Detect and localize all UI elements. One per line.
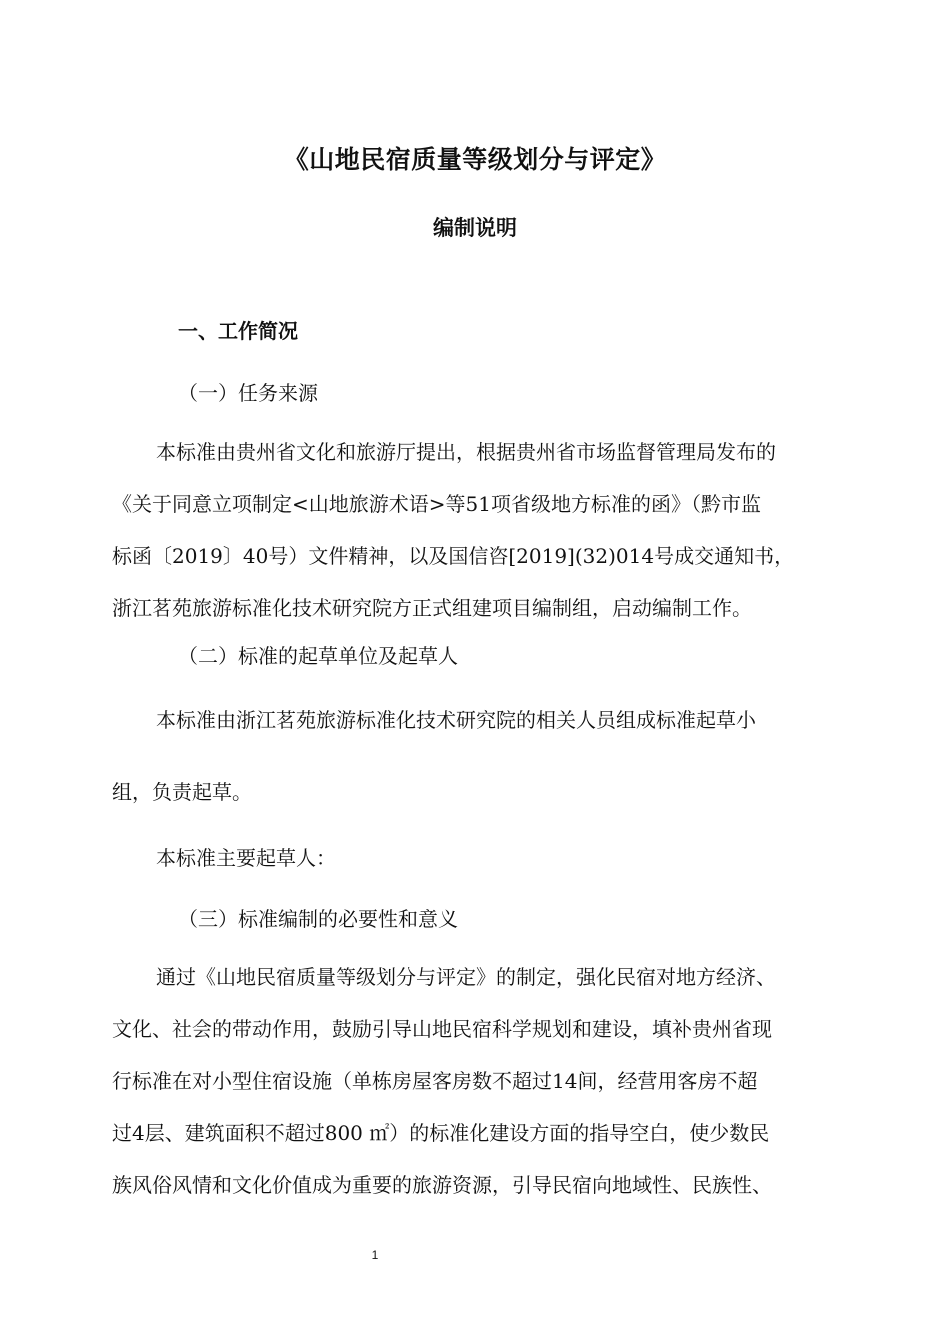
subsection-heading-task-source: （一）任务来源 — [178, 381, 318, 405]
paragraph-drafting-line-2: 组，负责起草。 — [112, 780, 252, 804]
subsection-heading-drafting-units: （二）标准的起草单位及起草人 — [178, 644, 458, 668]
paragraph-main-drafters: 本标准主要起草人： — [156, 846, 336, 870]
paragraph-line: 过4层、建筑面积不超过800 ㎡）的标准化建设方面的指导空白，使少数民 — [112, 1121, 770, 1145]
paragraph-line: 行标准在对小型住宿设施（单栋房屋客房数不超过14间，经营用客房不超 — [112, 1069, 758, 1093]
paragraph-line: 《关于同意立项制定<山地旅游术语>等51项省级地方标准的函》（黔市监 — [112, 492, 761, 516]
paragraph-line: 族风俗风情和文化价值成为重要的旅游资源，引导民宿向地域性、民族性、 — [112, 1173, 772, 1197]
document-subtitle: 编制说明 — [433, 216, 517, 240]
paragraph-line: 本标准由贵州省文化和旅游厅提出，根据贵州省市场监督管理局发布的 — [156, 440, 776, 464]
paragraph-task-source — [112, 426, 852, 634]
page-number: 1 — [371, 1248, 379, 1262]
subsection-heading-necessity: （三）标准编制的必要性和意义 — [178, 907, 458, 931]
paragraph-line: 标函〔2019〕40号）文件精神，以及国信咨[2019](32)014号成交通知书， — [112, 544, 795, 568]
paragraph-line: 文化、社会的带动作用，鼓励引导山地民宿科学规划和建设，填补贵州省现 — [112, 1017, 772, 1041]
document-title: 《山地民宿质量等级划分与评定》 — [283, 145, 667, 174]
paragraph-necessity — [112, 951, 852, 1211]
paragraph-line: 浙江茗苑旅游标准化技术研究院方正式组建项目编制组，启动编制工作。 — [112, 596, 752, 620]
paragraph-line: 通过《山地民宿质量等级划分与评定》的制定，强化民宿对地方经济、 — [156, 965, 776, 989]
section-heading-work-overview: 一、工作简况 — [178, 319, 298, 343]
paragraph-drafting-line-1: 本标准由浙江茗苑旅游标准化技术研究院的相关人员组成标准起草小 — [156, 708, 756, 732]
